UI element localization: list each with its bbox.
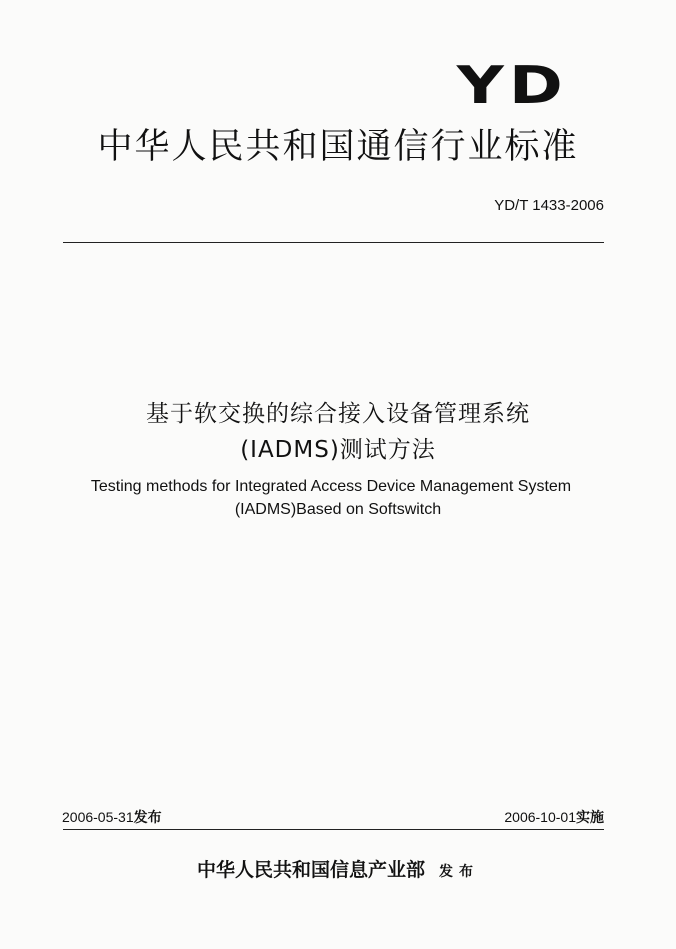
issue-label: 发布 <box>133 810 162 826</box>
publisher-label: 发布 <box>439 864 479 880</box>
implement-label: 实施 <box>576 810 604 826</box>
implement-date-block <box>504 808 604 827</box>
publisher-name: 中华人民共和国信息产业部 <box>196 859 425 881</box>
standard-number: YD/T 1433-2006 <box>494 197 604 214</box>
standard-logo: YD <box>456 56 568 116</box>
document-title-en-line1: Testing methods for Integrated Access Device Management System <box>90 478 572 495</box>
header-divider <box>63 242 604 243</box>
issue-date: 2006-05-31 <box>62 809 134 825</box>
document-title-en-line2: (IADMS)Based on Softswitch <box>234 501 442 518</box>
implement-date: 2006-10-01 <box>504 809 576 825</box>
publisher-line <box>0 857 676 885</box>
document-title-cn-line1: 基于软交换的综合接入设备管理系统 <box>146 401 530 427</box>
issue-date-block <box>62 808 162 827</box>
footer-divider <box>63 829 604 830</box>
document-title-cn-line2: (IADMS)测试方法 <box>240 437 436 463</box>
organization-title: 中华人民共和国通信行业标准 <box>97 127 579 167</box>
